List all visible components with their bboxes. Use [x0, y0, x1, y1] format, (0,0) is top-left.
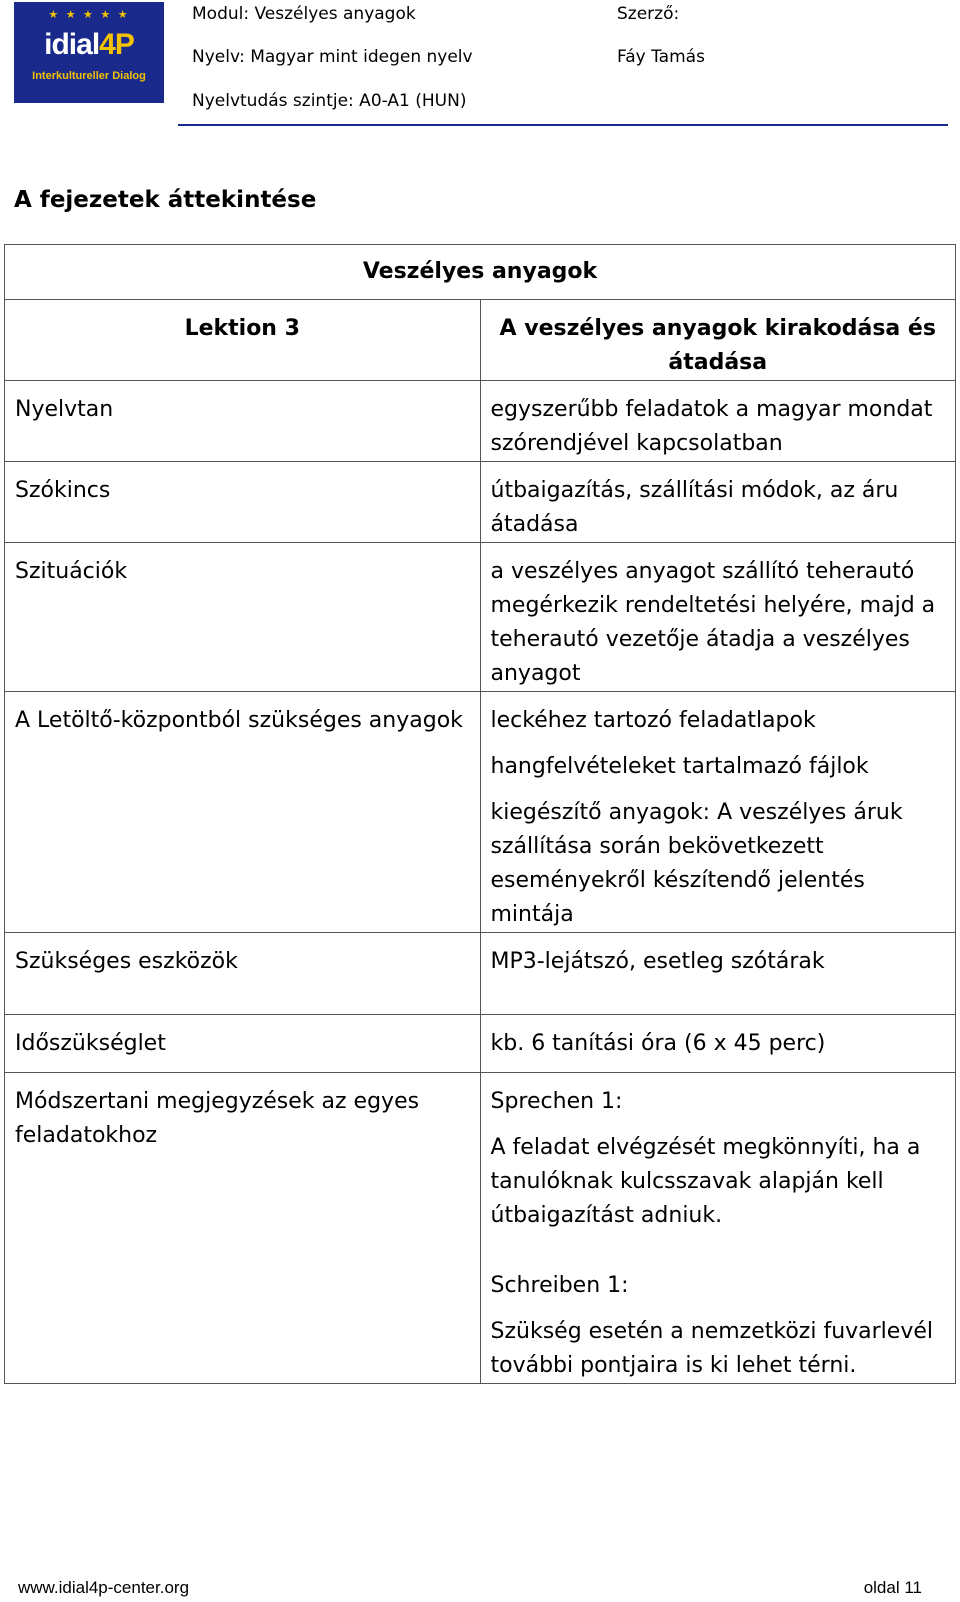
tools-value: MP3-lejátszó, esetleg szótárak — [480, 933, 956, 1015]
table-title: Veszélyes anyagok — [5, 245, 956, 300]
idial4p-logo — [14, 2, 164, 103]
situations-label: Szituációk — [5, 543, 481, 692]
notes-row — [5, 1073, 956, 1384]
footer-page-number: oldal 11 — [863, 1578, 922, 1597]
schreiben-text: Szükség esetén a nemzetközi fuvarlevél további pontjaira is ki lehet térni. — [490, 1319, 933, 1378]
grammar-row — [5, 381, 956, 462]
situations-row — [5, 543, 956, 692]
language-label: Nyelv: Magyar mint idegen nyelv — [192, 47, 473, 67]
sprechen-label: Sprechen 1: — [490, 1089, 623, 1114]
downloads-items — [480, 692, 956, 933]
logo-subtitle: Interkultureller Dialog — [32, 70, 146, 82]
time-row — [5, 1015, 956, 1073]
vocab-row — [5, 462, 956, 543]
sprechen-text: A feladat elvégzését megkönnyíti, ha a tanulóknak kulcsszavak alapján kell útbaigazítást adniuk. — [490, 1135, 921, 1228]
time-label: Időszükséglet — [5, 1015, 481, 1073]
module-label: Modul: Veszélyes anyagok — [192, 4, 416, 24]
header-divider — [178, 124, 948, 126]
notes-content — [480, 1073, 956, 1384]
overview-table — [4, 244, 956, 1384]
download-item: leckéhez tartozó feladatlapok — [490, 708, 816, 733]
downloads-row — [5, 692, 956, 933]
time-value: kb. 6 tanítási óra (6 x 45 perc) — [480, 1015, 956, 1073]
section-title: A fejezetek áttekintése — [14, 187, 317, 213]
vocab-value: útbaigazítás, szállítási módok, az áru átadása — [480, 462, 956, 543]
situations-value: a veszélyes anyagot szállító teherautó megérkezik rendeltetési helyére, majd a teherautó vezetője átadja a veszélyes anyagot — [480, 543, 956, 692]
author-name: Fáy Tamás — [617, 47, 705, 67]
vocab-label: Szókincs — [5, 462, 481, 543]
footer-url[interactable]: www.idial4p-center.org — [18, 1578, 190, 1597]
lesson-row — [5, 300, 956, 381]
download-item: kiegészítő anyagok: A veszélyes áruk szállítása során bekövetkezett eseményekről készítendő jelentés mintája — [490, 800, 903, 927]
eu-stars-icon: ★ ★ ★ ★ ★ — [48, 8, 130, 21]
lesson-label: Lektion 3 — [5, 300, 481, 381]
downloads-label: A Letöltő-központból szükséges anyagok — [5, 692, 481, 933]
table-title-row — [5, 245, 956, 300]
notes-label: Módszertani megjegyzések az egyes feladatokhoz — [5, 1073, 481, 1384]
grammar-label: Nyelvtan — [5, 381, 481, 462]
tools-label: Szükséges eszközök — [5, 933, 481, 1015]
download-item: hangfelvételeket tartalmazó fájlok — [490, 754, 869, 779]
level-label: Nyelvtudás szintje: A0-A1 (HUN) — [192, 91, 467, 111]
tools-row — [5, 933, 956, 1015]
notes-spacer — [491, 1233, 946, 1269]
author-label: Szerző: — [617, 4, 680, 24]
lesson-title: A veszélyes anyagok kirakodása és átadása — [480, 300, 956, 381]
grammar-value: egyszerűbb feladatok a magyar mondat szórendjével kapcsolatban — [480, 381, 956, 462]
logo-wordmark: idial4P — [44, 28, 134, 61]
schreiben-label: Schreiben 1: — [490, 1273, 629, 1298]
